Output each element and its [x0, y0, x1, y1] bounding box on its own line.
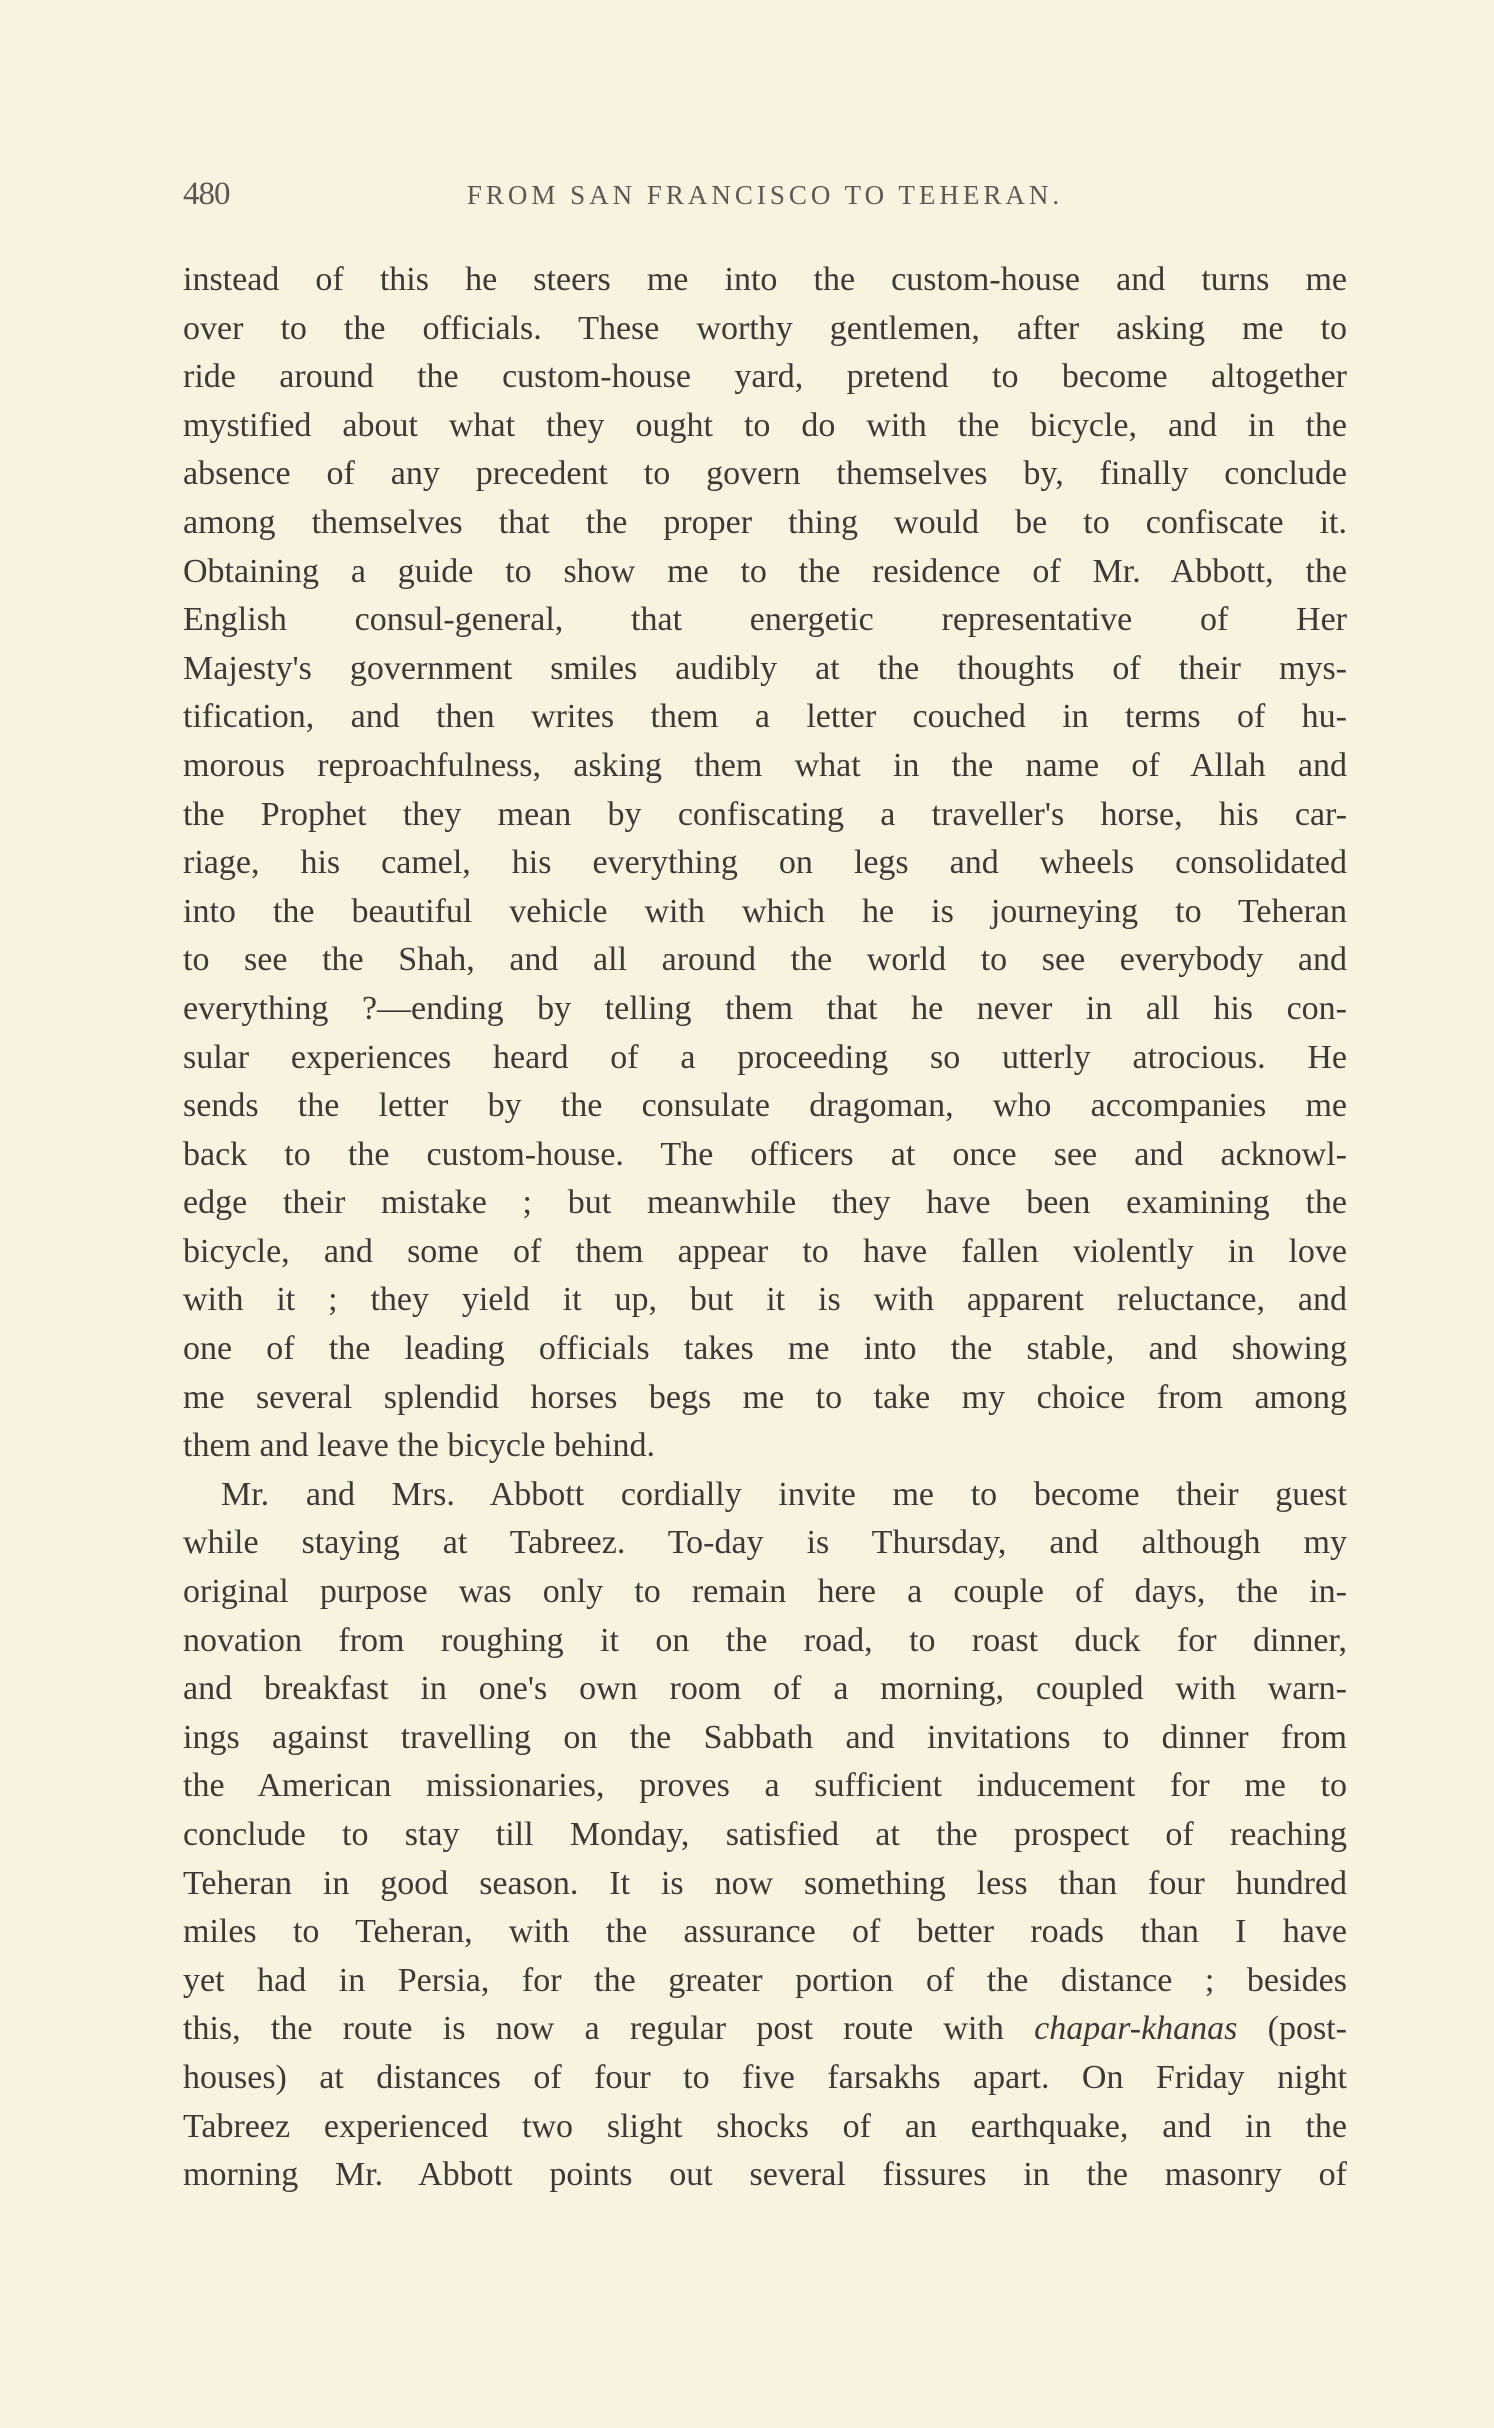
text-line: sular experiences heard of a proceeding so utterly atrocious. He — [183, 1038, 1347, 1076]
text-line: absence of any precedent to govern themselves by, finally conclude — [183, 455, 1347, 493]
text-line: houses) at distances of four to five farsakhs apart. On Friday night — [183, 2058, 1347, 2096]
page-number: 480 — [183, 176, 230, 212]
page-header — [183, 176, 1347, 216]
text-line: edge their mistake ; but meanwhile they have been examining the — [183, 1184, 1347, 1222]
italic-term: chapar-khanas — [1034, 2010, 1238, 2048]
text-line: bicycle, and some of them appear to have fallen violently in love — [183, 1232, 1347, 1270]
text-line: into the beautiful vehicle with which he is journeying to Teheran — [183, 892, 1347, 930]
body-text — [183, 256, 1347, 2200]
text-line: and breakfast in one's own room of a morning, coupled with warn- — [183, 1670, 1347, 1708]
text-line: riage, his camel, his everything on legs and wheels consolidated — [183, 844, 1347, 882]
text-line: Tabreez experienced two slight shocks of an earthquake, and in the — [183, 2107, 1347, 2145]
text-line: sends the letter by the consulate dragoman, who accompanies me — [183, 1087, 1347, 1125]
text-line: back to the custom-house. The officers at once see and acknowl- — [183, 1135, 1347, 1173]
text-line: the Prophet they mean by confiscating a traveller's horse, his car- — [183, 795, 1347, 833]
text-line: to see the Shah, and all around the world to see everybody and — [183, 941, 1347, 979]
text-line: ride around the custom-house yard, pretend to become altogether — [183, 358, 1347, 396]
text-line: Obtaining a guide to show me to the residence of Mr. Abbott, the — [183, 552, 1347, 590]
text-segment: this, the route is now a regular post route with — [183, 2010, 1035, 2048]
text-line: Mr. and Mrs. Abbott cordially invite me to become their guest — [221, 1475, 1347, 1513]
text-line: among themselves that the proper thing would be to confiscate it. — [183, 503, 1347, 541]
running-title: FROM SAN FRANCISCO TO TEHERAN. — [466, 180, 1064, 210]
text-line: one of the leading officials takes me into the stable, and showing — [183, 1330, 1347, 1368]
text-line: tification, and then writes them a letter couched in terms of hu- — [183, 698, 1347, 736]
text-line: novation from roughing it on the road, to roast duck for dinner, — [183, 1621, 1347, 1659]
text-line: while staying at Tabreez. To-day is Thursday, and although my — [183, 1524, 1347, 1562]
text-line: everything ?—ending by telling them that he never in all his con- — [183, 989, 1347, 1027]
text-line: morning Mr. Abbott points out several fissures in the masonry of — [183, 2156, 1347, 2194]
text-line: them and leave the bicycle behind. — [183, 1427, 656, 1465]
text-line: English consul-general, that energetic representative of Her — [183, 601, 1347, 639]
text-line: mystified about what they ought to do with the bicycle, and in the — [183, 406, 1347, 444]
text-line: conclude to stay till Monday, satisfied at the prospect of reaching — [183, 1816, 1347, 1853]
text-line: the American missionaries, proves a sufficient inducement for me to — [183, 1767, 1347, 1805]
text-line: miles to Teheran, with the assurance of better roads than I have — [183, 1913, 1347, 1951]
text-line: me several splendid horses begs me to take my choice from among — [183, 1378, 1347, 1416]
text-line: ings against travelling on the Sabbath and invitations to dinner from — [183, 1718, 1347, 1756]
text-line: yet had in Persia, for the greater portion of the distance ; besides — [183, 1961, 1347, 1999]
text-line: morous reproachfulness, asking them what in the name of Allah and — [183, 746, 1347, 784]
text-line: Teheran in good season. It is now something less than four hundred — [183, 1864, 1347, 1902]
text-line: instead of this he steers me into the custom-house and turns me — [183, 261, 1347, 298]
text-line: original purpose was only to remain here a couple of days, the in- — [183, 1573, 1347, 1611]
text-line: Majesty's government smiles audibly at the thoughts of their mys- — [183, 649, 1347, 687]
text-line: over to the officials. These worthy gentlemen, after asking me to — [183, 309, 1347, 347]
text-line: with it ; they yield it up, but it is with apparent reluctance, and — [183, 1281, 1347, 1319]
text-segment: (post- — [1237, 2010, 1347, 2048]
text-line — [183, 2005, 1347, 2054]
